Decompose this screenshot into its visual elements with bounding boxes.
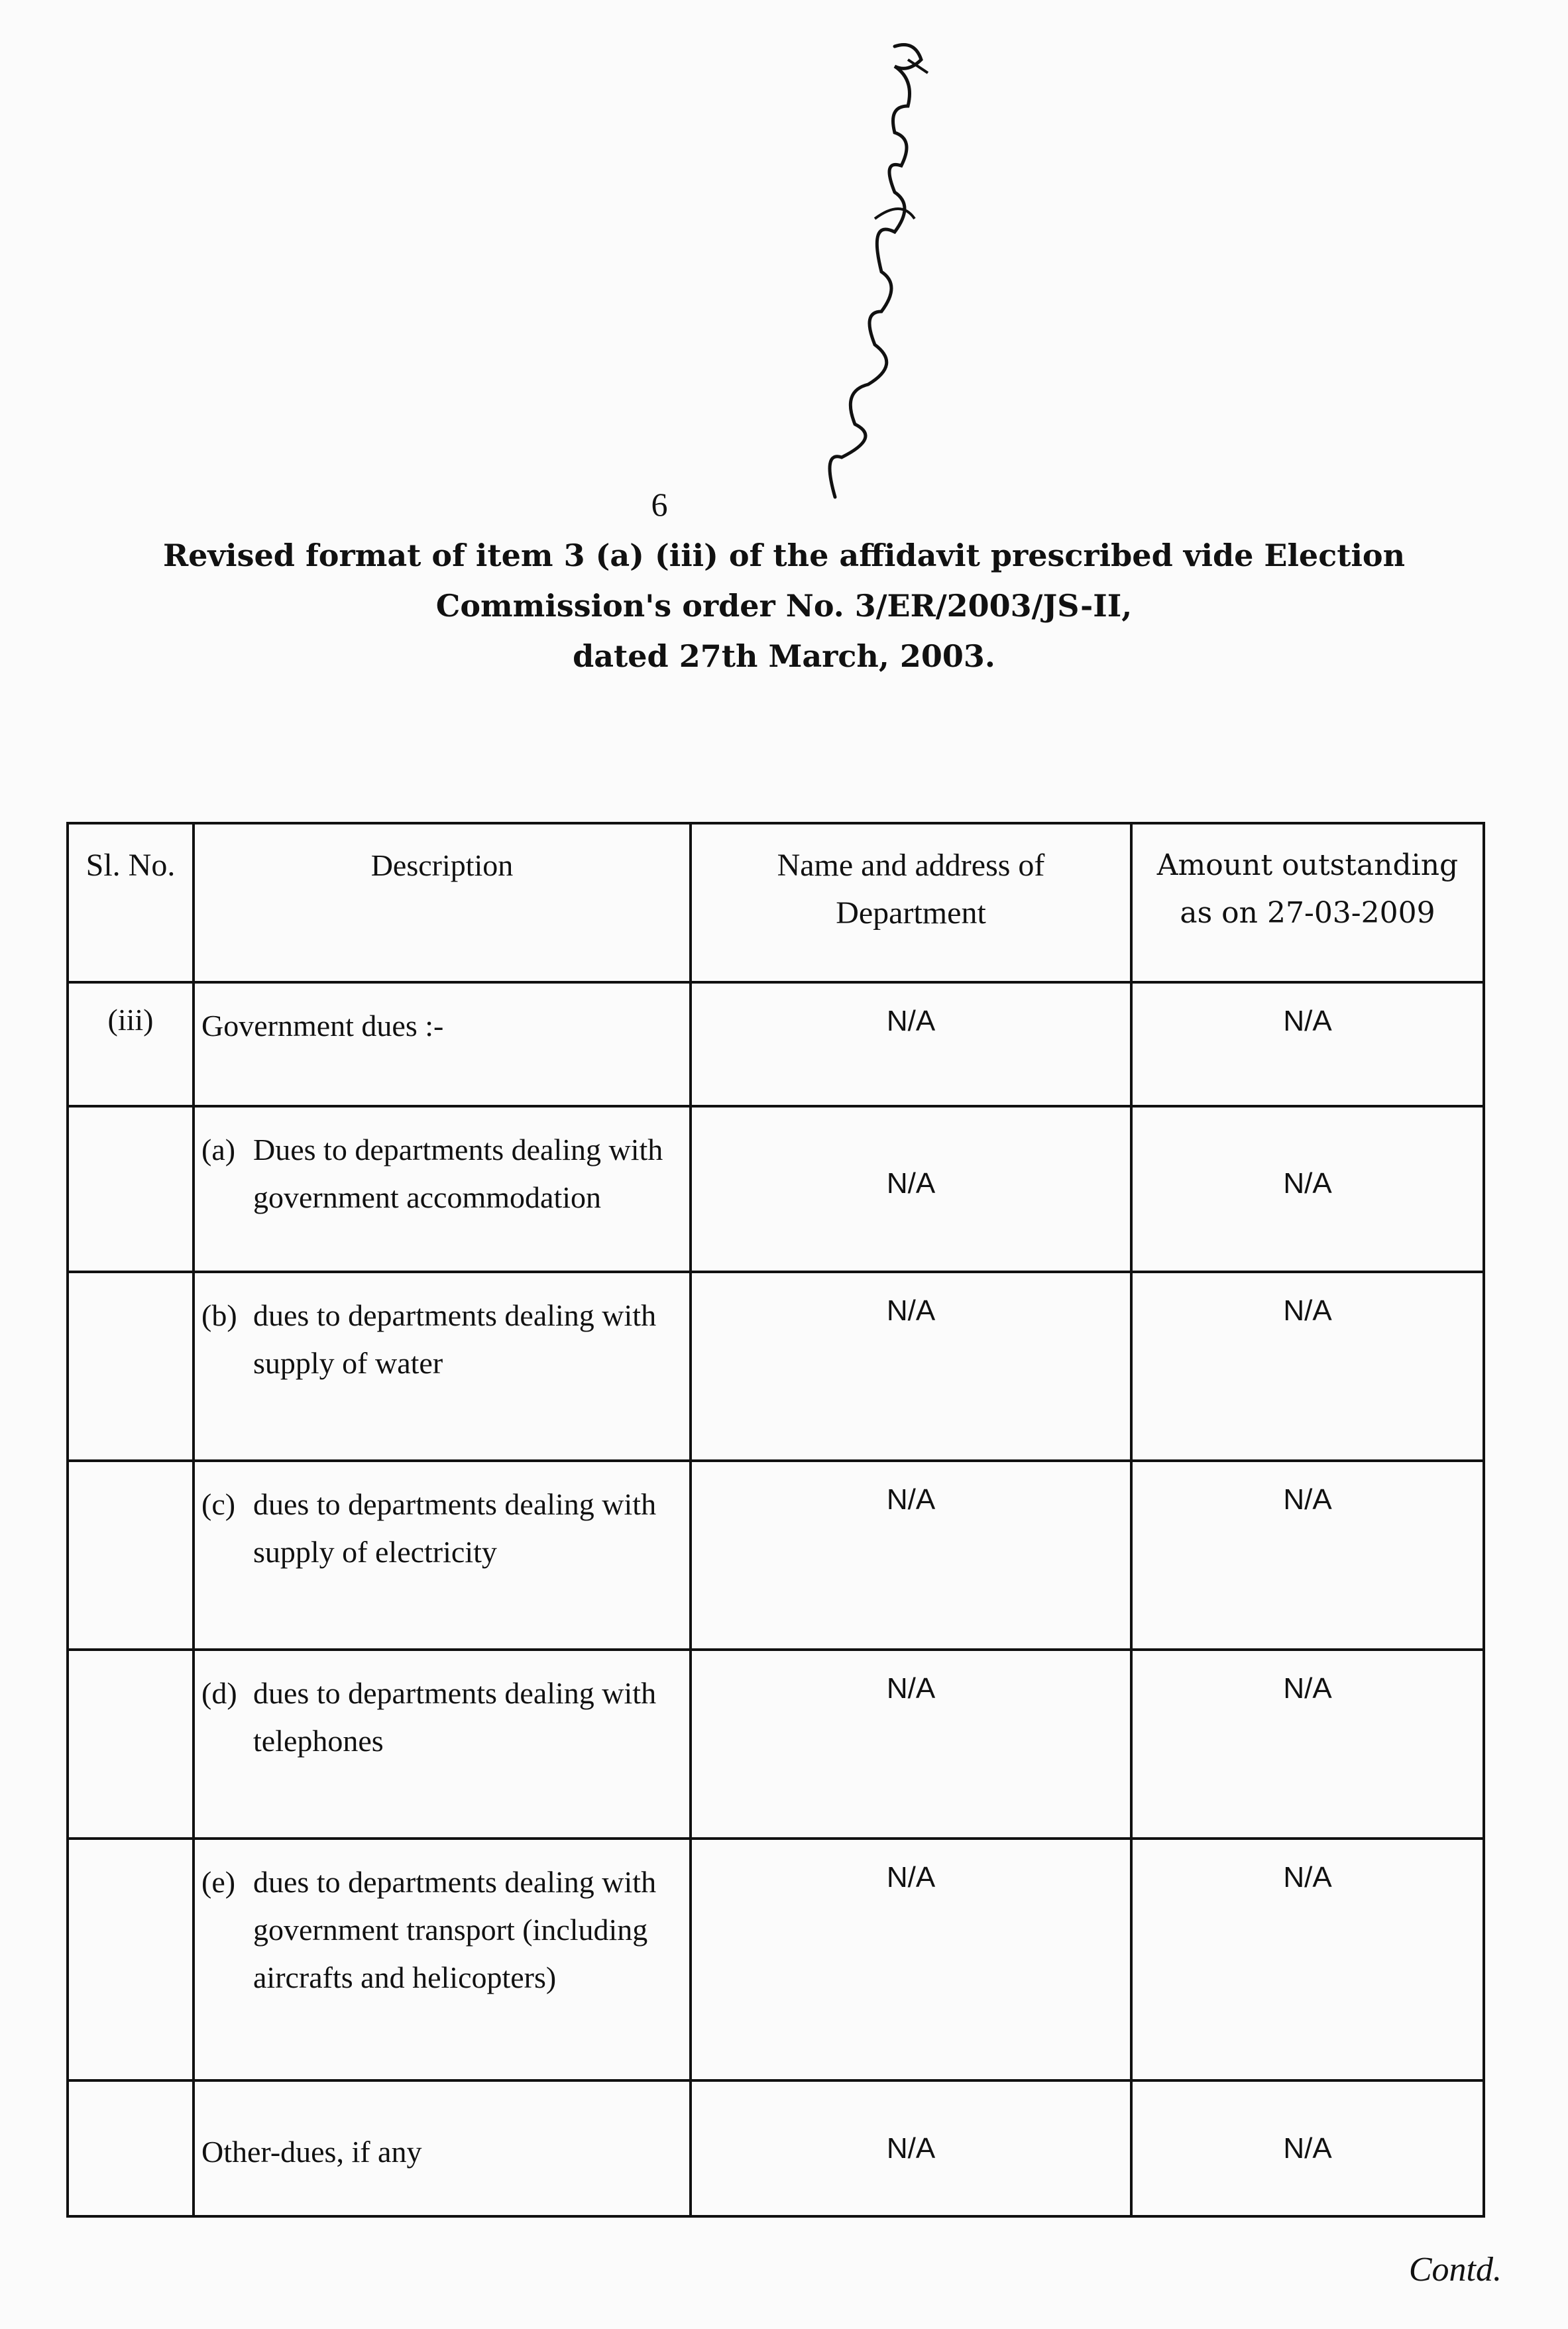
continued-note: Contd. <box>1408 2251 1502 2289</box>
row-sl-no <box>68 1650 194 1839</box>
header-sl-no: Sl. No. <box>68 823 194 982</box>
table-row <box>68 982 1484 1106</box>
header-amount-line-1: Amount outstanding <box>1156 848 1459 882</box>
row-sl-no <box>68 1106 194 1272</box>
title-line-1: Revised format of item 3 (a) (iii) of the affidavit prescribed vide Election <box>162 538 1406 573</box>
row-description <box>194 1106 691 1272</box>
header-description: Description <box>194 823 691 982</box>
row-description: Other-dues, if any <box>194 2080 691 2216</box>
signature <box>815 20 948 550</box>
row-item-text: dues to departments dealing with government transport (including aircrafts and helicopters) <box>253 1865 657 1994</box>
row-amount: N/A <box>1131 1106 1484 1272</box>
title-line-3: dated 27th March, 2003. <box>573 638 995 674</box>
row-sl-no <box>68 2080 194 2216</box>
table-row <box>68 1106 1484 1272</box>
row-item-label: (b) <box>201 1298 237 1332</box>
table-header-row <box>68 823 1484 982</box>
header-department-line-1: Name and address of <box>777 848 1045 883</box>
row-description <box>194 1839 691 2080</box>
header-amount-line-2: as on 27-03-2009 <box>1180 896 1435 930</box>
row-description: Government dues :- <box>194 982 691 1106</box>
row-sl-no <box>68 1272 194 1461</box>
row-item-label: (a) <box>201 1133 236 1166</box>
government-dues-table <box>66 822 1485 2218</box>
row-description <box>194 1272 691 1461</box>
row-department: N/A <box>691 1650 1131 1839</box>
row-sl-no <box>68 1461 194 1650</box>
page-number: 6 <box>651 486 668 523</box>
row-sl-no: (iii) <box>68 982 194 1106</box>
row-amount: N/A <box>1131 1272 1484 1461</box>
row-sl-no <box>68 1839 194 2080</box>
table-row <box>68 1650 1484 1839</box>
row-description <box>194 1461 691 1650</box>
table-row <box>68 1839 1484 2080</box>
table-row <box>68 1461 1484 1650</box>
row-item-text: dues to departments dealing with supply of water <box>253 1298 657 1380</box>
title-line-2: Commission's order No. 3/ER/2003/JS-II, <box>435 588 1133 624</box>
row-item-label: (e) <box>201 1865 236 1899</box>
header-department <box>691 823 1131 982</box>
document-title <box>66 530 1502 681</box>
header-department-line-2: Department <box>836 895 986 931</box>
row-description <box>194 1650 691 1839</box>
row-item-text: Dues to departments dealing with government accommodation <box>253 1133 663 1214</box>
row-amount: N/A <box>1131 2080 1484 2216</box>
row-item-text: dues to departments dealing with supply of electricity <box>253 1487 657 1569</box>
row-department: N/A <box>691 2080 1131 2216</box>
row-amount: N/A <box>1131 1839 1484 2080</box>
header-amount <box>1131 823 1484 982</box>
row-department: N/A <box>691 982 1131 1106</box>
table-row <box>68 2080 1484 2216</box>
row-department: N/A <box>691 1106 1131 1272</box>
row-department: N/A <box>691 1272 1131 1461</box>
row-department: N/A <box>691 1839 1131 2080</box>
row-amount: N/A <box>1131 1461 1484 1650</box>
row-amount: N/A <box>1131 982 1484 1106</box>
table-row <box>68 1272 1484 1461</box>
row-item-label: (d) <box>201 1676 237 1710</box>
row-department: N/A <box>691 1461 1131 1650</box>
row-item-label: (c) <box>201 1487 236 1521</box>
row-item-text: dues to departments dealing with telephones <box>253 1676 657 1758</box>
row-amount: N/A <box>1131 1650 1484 1839</box>
